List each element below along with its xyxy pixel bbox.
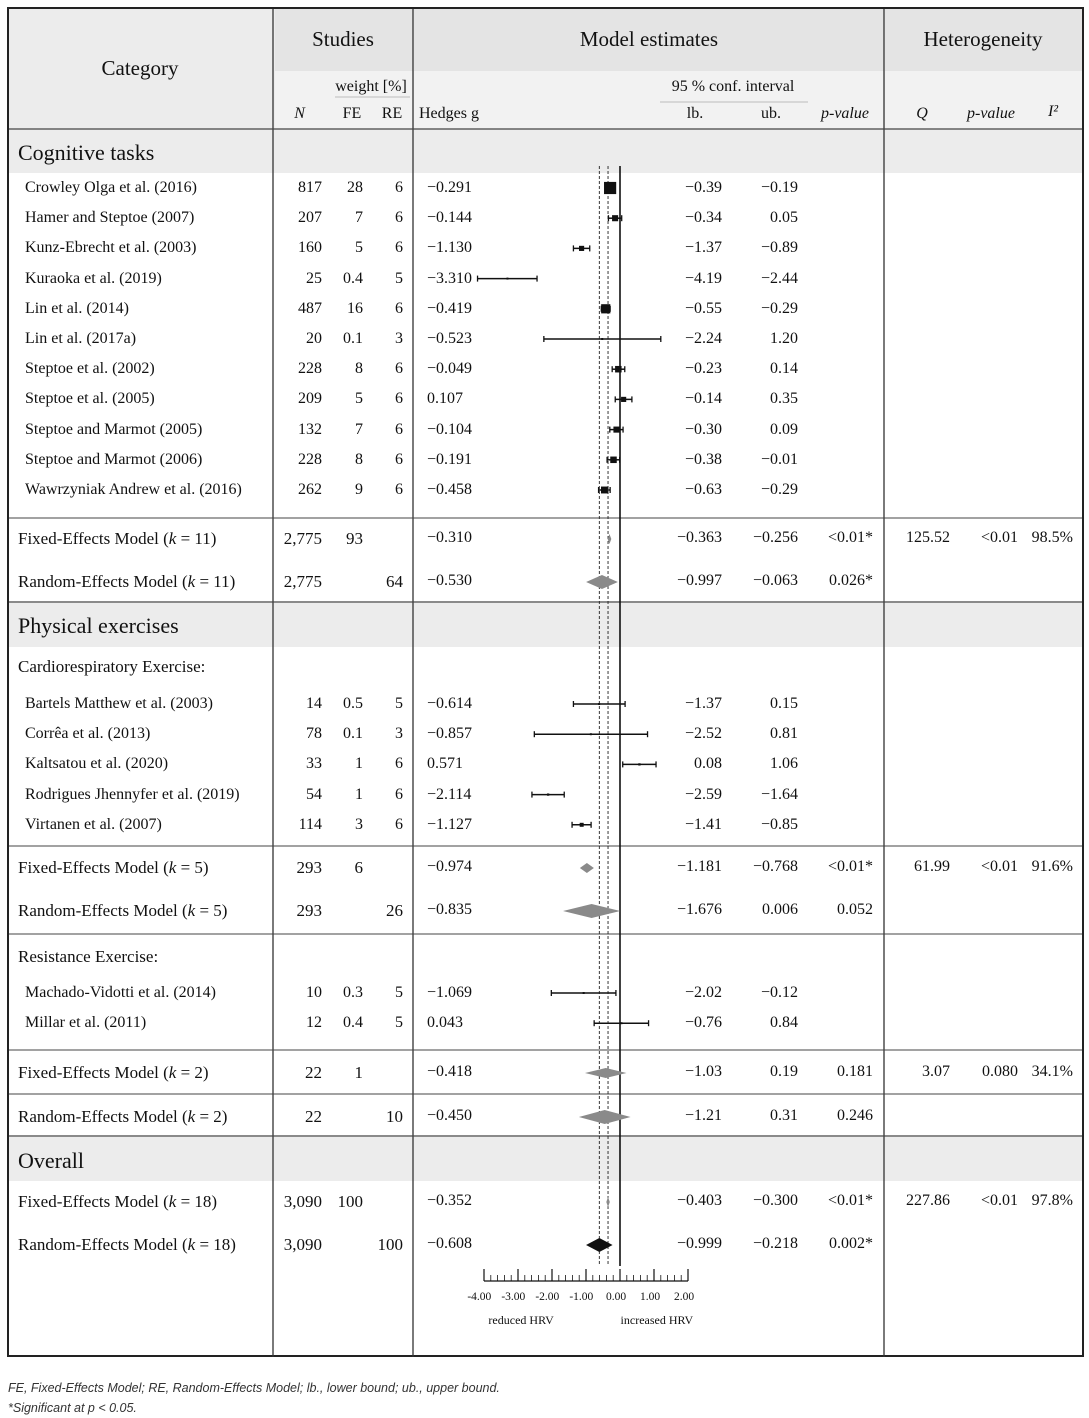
study-re-weight: 6 [395,179,403,196]
random-model-label [18,902,227,919]
header-studies: Studies [312,27,374,51]
footnote-significance: *Significant at p < 0.05. [8,1401,137,1415]
fixed-model-n: 22 [305,1063,322,1082]
random-model-ci-upper: −0.218 [752,1235,798,1252]
section-overall-band [9,1137,1082,1181]
study-fe-weight: 9 [355,481,363,498]
fixed-model-hedges-g: −0.418 [427,1063,473,1080]
random-model-ci-upper: 0.006 [762,901,798,918]
fixed-model-label [18,1193,217,1210]
section-title-physical: Physical exercises [18,613,179,638]
random-model-re-weight: 10 [386,1107,403,1126]
study-n: 54 [306,785,322,803]
model-k-value: = 11) [176,529,217,548]
effect-square [601,487,608,494]
fixed-model-label [18,530,216,547]
random-model-hedges-g: −0.450 [427,1107,473,1124]
study-re-weight: 6 [395,239,403,257]
fixed-model-hedges-g: −0.310 [427,529,473,546]
study-re-weight: 5 [395,1014,403,1032]
study-ci-lower: −0.30 [684,420,722,438]
model-label: Random-Effects Model ( [18,901,188,920]
study-name: Kaltsatou et al. (2020) [25,755,169,773]
random-model-diamond [586,1238,613,1252]
fixed-model-ci-lower: −1.03 [684,1063,722,1080]
random-model-p-value: 0.052 [837,901,873,918]
x-axis-tick-label: -4.00 [467,1291,492,1303]
model-k-value: = 18) [176,1192,218,1211]
random-model-label [18,1108,227,1125]
study-hedges-g: −0.049 [427,360,473,378]
study-name: Corrêa et al. (2013) [25,725,151,743]
fixed-model-het-p: <0.01 [980,858,1018,875]
effect-square [612,215,618,221]
study-hedges-g: −0.191 [427,450,473,468]
study-re-weight: 6 [395,815,403,833]
header-ci95: 95 % conf. interval [671,78,795,95]
header-hedges-g: Hedges g [419,105,479,122]
section-title-cognitive: Cognitive tasks [18,140,155,165]
random-model-hedges-g: −0.835 [427,901,473,918]
effect-square [580,823,584,827]
study-ci-lower: −0.23 [684,360,722,378]
study-ci-upper: 1.20 [770,330,798,347]
study-name: Rodrigues Jhennyfer et al. (2019) [25,785,240,803]
fixed-model-ci-lower: −0.363 [676,529,722,546]
study-ci-upper: 0.84 [770,1014,798,1032]
random-model-hedges-g: −0.530 [427,572,473,589]
study-name: Crowley Olga et al. (2016) [25,179,197,196]
study-name: Hamer and Steptoe (2007) [25,209,195,227]
x-axis-tick-label: -3.00 [501,1291,526,1303]
effect-square [506,278,508,280]
random-model-label [18,1236,236,1253]
fixed-model-label [18,859,209,876]
fixed-model-n: 293 [296,858,322,877]
study-name: Wawrzyniak Andrew et al. (2016) [25,481,242,498]
study-hedges-g: −0.419 [427,299,473,317]
fixed-model-i2: 97.8% [1031,1192,1073,1209]
study-n: 132 [298,420,322,438]
fixed-model-ci-upper: −0.256 [752,529,798,546]
model-label: Random-Effects Model ( [18,1107,188,1126]
study-name: Steptoe and Marmot (2005) [25,420,203,438]
fixed-model-fe-weight: 93 [346,529,363,548]
study-fe-weight: 0.4 [343,1014,363,1032]
study-ci-upper: −0.01 [760,450,798,468]
study-ci-lower: −0.63 [684,481,722,498]
study-name: Virtanen et al. (2007) [25,815,162,833]
study-hedges-g: −0.614 [427,695,473,712]
effect-square [583,992,585,994]
fixed-model-n: 3,090 [283,1192,322,1211]
header-n: N [294,105,305,122]
random-model-ci-lower: −0.997 [676,572,722,589]
model-k-value: = 2) [195,1107,228,1126]
fixed-model-ci-lower: −1.181 [676,858,722,875]
fixed-model-hedges-g: −0.974 [427,858,473,875]
study-hedges-g: −0.104 [427,420,473,438]
fixed-model-diamond [606,1197,610,1207]
study-re-weight: 3 [395,330,403,347]
study-fe-weight: 8 [355,450,363,468]
model-k: k [187,572,196,591]
x-axis-tick-label: 1.00 [640,1291,661,1303]
study-hedges-g: −1.130 [427,239,473,257]
header-model-sub [414,71,884,129]
study-ci-upper: −0.19 [760,179,798,196]
effect-square [601,338,603,340]
study-ci-lower: −1.37 [684,239,722,257]
study-hedges-g: −0.291 [427,179,473,196]
study-fe-weight: 8 [355,360,363,378]
header-category: Category [101,56,179,80]
study-hedges-g: −1.069 [427,984,473,1001]
study-name: Lin et al. (2014) [25,299,129,317]
x-axis-tick-label: -2.00 [535,1291,560,1303]
x-axis-tick-label: 0.00 [606,1291,627,1303]
study-re-weight: 6 [395,481,403,498]
study-ci-lower: −0.39 [684,179,722,196]
header-i2: I² [1047,103,1059,120]
subgroup-title-cardio: Cardiorespiratory Exercise: [18,657,206,676]
model-k: k [168,1192,177,1211]
header-p-value: p-value [821,105,869,122]
study-re-weight: 6 [395,420,403,438]
header-re: RE [381,105,403,122]
study-n: 207 [298,209,322,227]
study-ci-lower: −1.41 [684,815,722,833]
study-hedges-g: 0.043 [427,1014,463,1032]
subgroup-title-resistance: Resistance Exercise: [18,947,159,966]
fixed-model-p-value: <0.01* [827,858,873,875]
fixed-model-ci-upper: −0.300 [752,1192,798,1209]
study-n: 10 [306,984,322,1001]
model-label: Fixed-Effects Model ( [18,529,169,548]
header-het-p-value: p-value [967,105,1015,122]
random-model-n: 293 [296,901,322,920]
study-ci-upper: 0.09 [770,420,798,438]
study-ci-lower: −0.76 [684,1014,722,1032]
model-k: k [187,1235,196,1254]
study-ci-lower: −4.19 [684,269,722,287]
study-ci-upper: −0.29 [760,481,798,498]
study-re-weight: 6 [395,450,403,468]
study-ci-lower: −0.38 [684,450,722,468]
study-fe-weight: 5 [355,239,363,257]
study-fe-weight: 1 [355,755,363,773]
study-re-weight: 6 [395,390,403,408]
fixed-model-i2: 98.5% [1031,529,1073,546]
fixed-model-fe-weight: 1 [354,1063,363,1082]
x-axis-tick-label: 2.00 [674,1291,695,1303]
fixed-model-fe-weight: 100 [337,1192,363,1211]
study-name: Kuraoka et al. (2019) [25,269,162,287]
effect-square [613,427,619,433]
random-model-diamond [586,575,618,589]
study-n: 78 [306,725,322,743]
model-k-value: = 18) [195,1235,236,1254]
study-ci-upper: 0.14 [770,360,798,378]
study-ci-upper: 0.81 [770,725,798,743]
fixed-model-q: 227.86 [906,1192,950,1209]
study-ci-upper: 0.15 [770,695,798,712]
footnotes [8,1378,500,1418]
model-k: k [187,1107,196,1126]
section-title-overall: Overall [18,1148,84,1173]
fixed-model-fe-weight: 6 [354,858,363,877]
random-model-ci-upper: −0.063 [752,572,798,589]
random-model-p-value: 0.246 [837,1107,873,1124]
study-name: Lin et al. (2017a) [25,330,137,347]
model-k-value: = 5) [195,901,228,920]
study-hedges-g: −0.458 [427,481,473,498]
effect-square [638,763,640,765]
model-label: Fixed-Effects Model ( [18,858,169,877]
study-ci-upper: 1.06 [770,755,798,773]
model-label: Random-Effects Model ( [18,1235,188,1254]
study-name: Millar et al. (2011) [25,1014,147,1032]
study-n: 33 [306,755,322,773]
fixed-model-het-p: 0.080 [982,1063,1018,1080]
study-fe-weight: 0.1 [343,725,363,743]
section-cognitive-band [9,129,1082,173]
study-re-weight: 5 [395,695,403,712]
study-n: 228 [298,360,322,378]
effect-square [579,246,584,251]
study-ci-upper: −0.29 [760,299,798,317]
header-weight: weight [%] [335,78,407,95]
study-name: Steptoe et al. (2002) [25,360,155,378]
study-ci-upper: −0.12 [760,984,798,1001]
model-k-value: = 5) [176,858,209,877]
study-name: Machado-Vidotti et al. (2014) [25,984,216,1001]
study-n: 228 [298,450,322,468]
study-n: 209 [298,390,322,408]
study-re-weight: 5 [395,269,403,287]
study-name: Steptoe et al. (2005) [25,390,155,408]
study-ci-upper: −0.89 [760,239,798,257]
random-model-p-value: 0.002* [829,1235,873,1252]
random-model-ci-lower: −1.21 [684,1107,722,1124]
effect-square [604,182,616,194]
study-ci-lower: 0.08 [694,755,722,773]
study-ci-lower: −2.52 [684,725,722,743]
fixed-model-ci-upper: 0.19 [770,1063,798,1080]
study-re-weight: 6 [395,360,403,378]
study-re-weight: 3 [395,725,403,743]
header-lb: lb. [686,105,704,122]
header-heterogeneity: Heterogeneity [923,27,1043,51]
study-ci-lower: −2.02 [684,984,722,1001]
random-model-label [18,573,235,590]
fixed-model-het-p: <0.01 [980,1192,1018,1209]
fixed-model-hedges-g: −0.352 [427,1192,473,1209]
fixed-model-ci-upper: −0.768 [752,858,798,875]
fixed-model-n: 2,775 [283,529,322,548]
fixed-model-q: 3.07 [922,1063,950,1080]
axis-right-label: increased HRV [620,1313,694,1327]
study-ci-upper: 0.05 [770,209,798,227]
x-axis-tick-label: -1.00 [569,1291,594,1303]
fixed-model-diamond [580,863,594,873]
effect-square [615,366,622,373]
model-k-value: = 2) [176,1063,209,1082]
study-ci-upper: −2.44 [760,269,798,287]
random-model-ci-lower: −0.999 [676,1235,722,1252]
model-k: k [168,529,177,548]
effect-square [601,304,610,313]
model-label: Random-Effects Model ( [18,572,188,591]
random-model-re-weight: 64 [386,572,403,591]
fixed-model-p-value: 0.181 [837,1063,873,1080]
fixed-model-q: 61.99 [914,858,950,875]
header-q: Q [916,105,928,122]
random-model-n: 2,775 [283,572,322,591]
fixed-model-q: 125.52 [906,529,950,546]
fixed-model-i2: 91.6% [1031,858,1073,875]
study-n: 114 [298,815,322,833]
study-hedges-g: −0.857 [427,725,473,743]
random-model-n: 22 [305,1107,322,1126]
axis-left-label: reduced HRV [488,1313,554,1327]
header-ub: ub. [761,105,781,122]
footnote-abbreviations: FE, Fixed-Effects Model; RE, Random-Effects Model; lb., lower bound; ub., upper bound. [8,1381,500,1395]
study-re-weight: 6 [395,755,403,773]
study-fe-weight: 0.3 [343,984,363,1001]
model-k: k [168,858,177,877]
effect-square [610,457,617,464]
model-k: k [168,1063,177,1082]
header-model-estimates: Model estimates [579,27,719,51]
study-hedges-g: −3.310 [427,269,473,287]
study-ci-lower: −1.37 [684,695,722,712]
random-model-diamond [579,1110,631,1124]
effect-square [547,793,549,795]
study-ci-upper: −1.64 [760,785,798,803]
study-hedges-g: 0.107 [427,390,463,408]
study-fe-weight: 0.5 [343,695,363,712]
study-fe-weight: 0.4 [343,269,363,287]
model-label: Fixed-Effects Model ( [18,1192,169,1211]
random-model-hedges-g: −0.608 [427,1235,473,1252]
study-n: 160 [298,239,322,257]
study-name: Bartels Matthew et al. (2003) [25,695,213,712]
study-re-weight: 5 [395,984,403,1001]
study-n: 14 [306,695,322,712]
study-fe-weight: 5 [355,390,363,408]
fixed-model-het-p: <0.01 [980,529,1018,546]
effect-square [590,733,592,735]
study-n: 817 [298,179,322,196]
random-model-re-weight: 100 [377,1235,403,1254]
random-model-n: 3,090 [283,1235,322,1254]
study-fe-weight: 7 [355,209,363,227]
fixed-model-i2: 34.1% [1031,1063,1073,1080]
study-fe-weight: 28 [347,179,363,196]
study-hedges-g: −2.114 [427,785,472,803]
study-n: 25 [306,269,322,287]
study-hedges-g: −0.144 [427,209,473,227]
study-n: 12 [306,1014,322,1032]
study-hedges-g: −0.523 [427,330,473,347]
study-fe-weight: 16 [347,299,363,317]
random-model-p-value: 0.026* [829,572,873,589]
model-k-value: = 11) [195,572,236,591]
study-fe-weight: 3 [355,815,363,833]
study-hedges-g: −1.127 [427,815,473,833]
study-n: 262 [298,481,322,498]
study-name: Kunz-Ebrecht et al. (2003) [25,239,197,257]
study-ci-lower: −0.55 [684,299,722,317]
random-model-diamond [563,904,620,918]
header-fe: FE [342,105,362,122]
random-model-ci-lower: −1.676 [676,901,722,918]
fixed-model-ci-lower: −0.403 [676,1192,722,1209]
random-model-re-weight: 26 [386,901,403,920]
study-ci-lower: −0.14 [684,390,722,408]
study-re-weight: 6 [395,299,403,317]
random-model-ci-upper: 0.31 [770,1107,798,1124]
model-label: Fixed-Effects Model ( [18,1063,169,1082]
model-k: k [187,901,196,920]
study-ci-lower: −2.24 [684,330,722,347]
study-hedges-g: 0.571 [427,755,463,773]
fixed-model-label [18,1064,209,1081]
effect-square [621,397,626,402]
study-ci-lower: −2.59 [684,785,722,803]
study-ci-lower: −0.34 [684,209,722,227]
study-re-weight: 6 [395,209,403,227]
study-fe-weight: 0.1 [343,330,363,347]
fixed-model-p-value: <0.01* [827,529,873,546]
effect-square [598,703,600,705]
study-n: 20 [306,330,322,347]
study-ci-upper: 0.35 [770,390,798,408]
study-fe-weight: 7 [355,420,363,438]
study-re-weight: 6 [395,785,403,803]
effect-square [620,1022,622,1024]
study-ci-upper: −0.85 [760,815,798,833]
study-name: Steptoe and Marmot (2006) [25,450,203,468]
study-fe-weight: 1 [355,785,363,803]
study-n: 487 [298,299,322,317]
fixed-model-p-value: <0.01* [827,1192,873,1209]
